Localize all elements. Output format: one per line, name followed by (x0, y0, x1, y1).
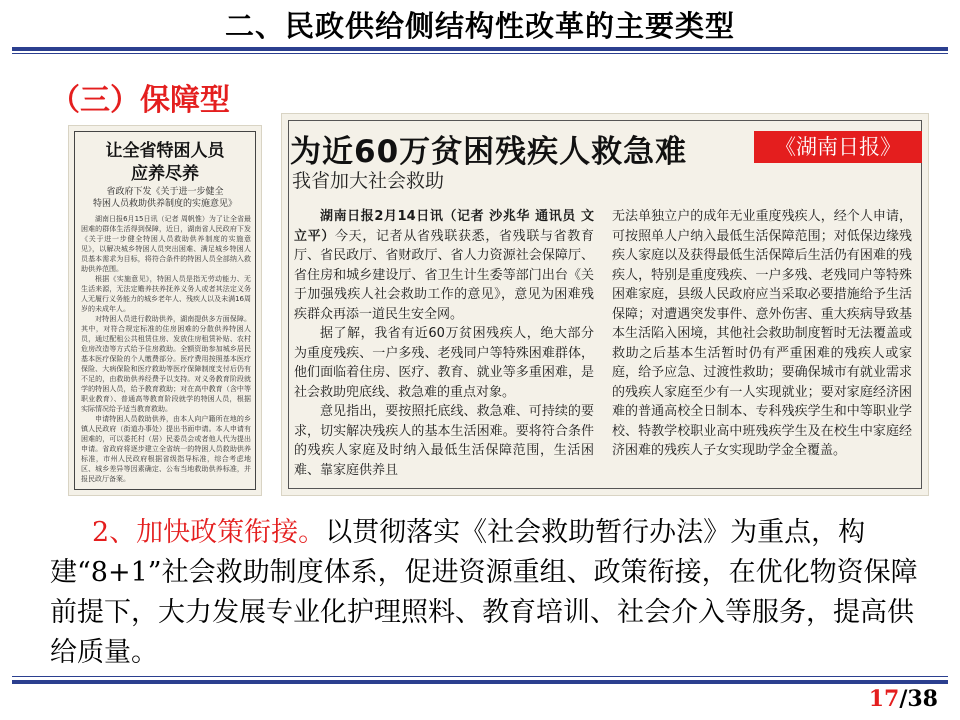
clipping-right-column-left (294, 207, 594, 480)
title-underline-thick (12, 47, 948, 51)
page-separator: / (899, 686, 908, 712)
newspaper-clipping-right (281, 113, 929, 496)
clipping-left-subtitle-line2: 特困人员救助供养制度的实施意见》 (92, 199, 237, 209)
page-current: 17 (868, 686, 900, 712)
newspaper-source-tag: 《湖南日报》 (754, 131, 922, 163)
clipping-right-column-right (612, 207, 912, 461)
clipping-right-headline: 为近60万贫困残疾人救急难 (290, 134, 688, 170)
clipping-right-paragraph: 据了解，我省有近60万贫困残疾人，绝大部分为重度残疾、一户多残、老残同户等特殊困难群体，他们面临着住房、医疗、教育、就业等多重困难，是社会救助兜底线、救急难的重点对象。 (294, 326, 594, 400)
body-paragraph (50, 513, 930, 673)
page-number (869, 686, 938, 712)
clipping-left-paragraph: 申请特困人员救助供养，由本人向户籍所在地的乡镇人民政府（街道办事处）提出书面申请。本人申请有困难的，可以委托村（居）民委员会或者他人代为提出申请。省政府将逐步建立全省统一的特困人员救助供养标准，市州人民政府根据省级指导标准，综合考虑地区、城乡差异等因素确定、公布当地救助供养标准，并报民政厅备案。 (81, 415, 251, 483)
section-heading: （三）保障型 (50, 83, 230, 118)
footer-rule-thin (12, 676, 948, 677)
clipping-right-paragraph: 今天，记者从省残联获悉，省残联与省教育厅、省民政厅、省财政厅、省人力资源社会保障厅、省住房和城乡建设厅、省卫生计生委等部门出台《关于加强残疾人社会救助工作的意见》，意见为困难残疾群众再添一道民生安全网。 (294, 228, 594, 322)
clipping-left-body (81, 214, 251, 484)
slide-title: 二、民政供给侧结构性改革的主要类型 (224, 9, 735, 43)
body-text: 以贯彻落实《社会救助暂行办法》为重点，构建“8+1”社会救助制度体系，促进资源重组、政策衔接，在优化物资保障前提下，大力发展专业化护理照料、教育培训、社会介入等服务，提高供给质量。 (50, 517, 918, 668)
clipping-left-subtitle-line1: 省政府下发《关于进一步健全 (106, 187, 224, 197)
clipping-left-paragraph: 湖南日报6月15日讯（记者 周帆惟）为了让全省最困难的群体生活得到保障，近日，湖南省人民政府下发《关于进一步健全特困人员救助供养制度的实施意见》，以解决城乡特困人员突出困难、满足城乡特困人员基本需求为目标，将符合条件的特困人员全部纳入救助供养范围。 (81, 215, 251, 273)
clipping-right-paragraph: 意见指出，要按照托底线、救急难、可持续的要求，切实解决残疾人的基本生活困难。要将符合条件的残疾人家庭及时纳入最低生活保障范围，生活困难、靠家庭供养且 (294, 404, 594, 478)
clipping-left-headline-line1: 让全省特困人员 (105, 141, 225, 161)
clipping-right-paragraph: 无法单独立户的成年无业重度残疾人，经个人申请，可按照单人户纳入最低生活保障范围；对低保边缘残疾人家庭以及获得最低生活保障后生活仍有困难的残疾人，特别是重度残疾、一户多残、老残同户等特殊困难家庭，县级人民政府应当采取必要措施给予生活保障；对遭遇突发事件、意外伤害、重大疾病导致基本生活陷入困境，其他社会救助制度暂时无法覆盖或救助之后基本生活暂时仍有严重困难的残疾人或家庭，给予应急、过渡性救助；要确保城市有就业需求的残疾人家庭至少有一人实现就业；要对家庭经济困难的普通高校全日制本、专科残疾学生和中等职业学校、特教学校职业高中班残疾学生及在校生中家庭经济困难的残疾人子女实现助学金全覆盖。 (612, 209, 912, 458)
body-lead-phrase: 2、加快政策衔接。 (92, 517, 326, 548)
newspaper-clipping-left (68, 125, 262, 496)
clipping-left-paragraph: 根据《实施意见》，特困人员是指无劳动能力、无生活来源，无法定赡养扶养抚养义务人或者其法定义务人无履行义务能力的城乡老年人、残疾人以及未满16周岁的未成年人。 (81, 275, 251, 313)
clipping-left-headline-line2: 应养尽养 (131, 164, 199, 184)
footer-rule-thick (12, 680, 948, 684)
page-total: 38 (907, 686, 938, 712)
title-underline-thin (12, 53, 948, 54)
clipping-left-paragraph: 对特困人员进行救助供养，湖南提供多方面保障。其中，对符合规定标准的住房困难的分散供养特困人员，通过配租公共租赁住房、发放住房租赁补贴、农村危房改造等方式给予住房救助。全额资助参加城乡居民基本医疗保险的个人缴费部分。医疗费用按照基本医疗保险、大病保险和医疗救助等医疗保障制度支付后仍有不足的，由救助供养经费予以支持。对义务教育阶段就学的特困人员，给予教育救助；对在高中教育（含中等职业教育）、普通高等教育阶段就学的特困人员，根据实际情况给予适当教育救助。 (81, 315, 251, 413)
clipping-right-subhead: 我省加大社会救助 (292, 170, 445, 192)
clipping-right-dateline: 湖南日报2月14日讯（记者 沙兆华 通讯员 文立平） (294, 209, 594, 244)
